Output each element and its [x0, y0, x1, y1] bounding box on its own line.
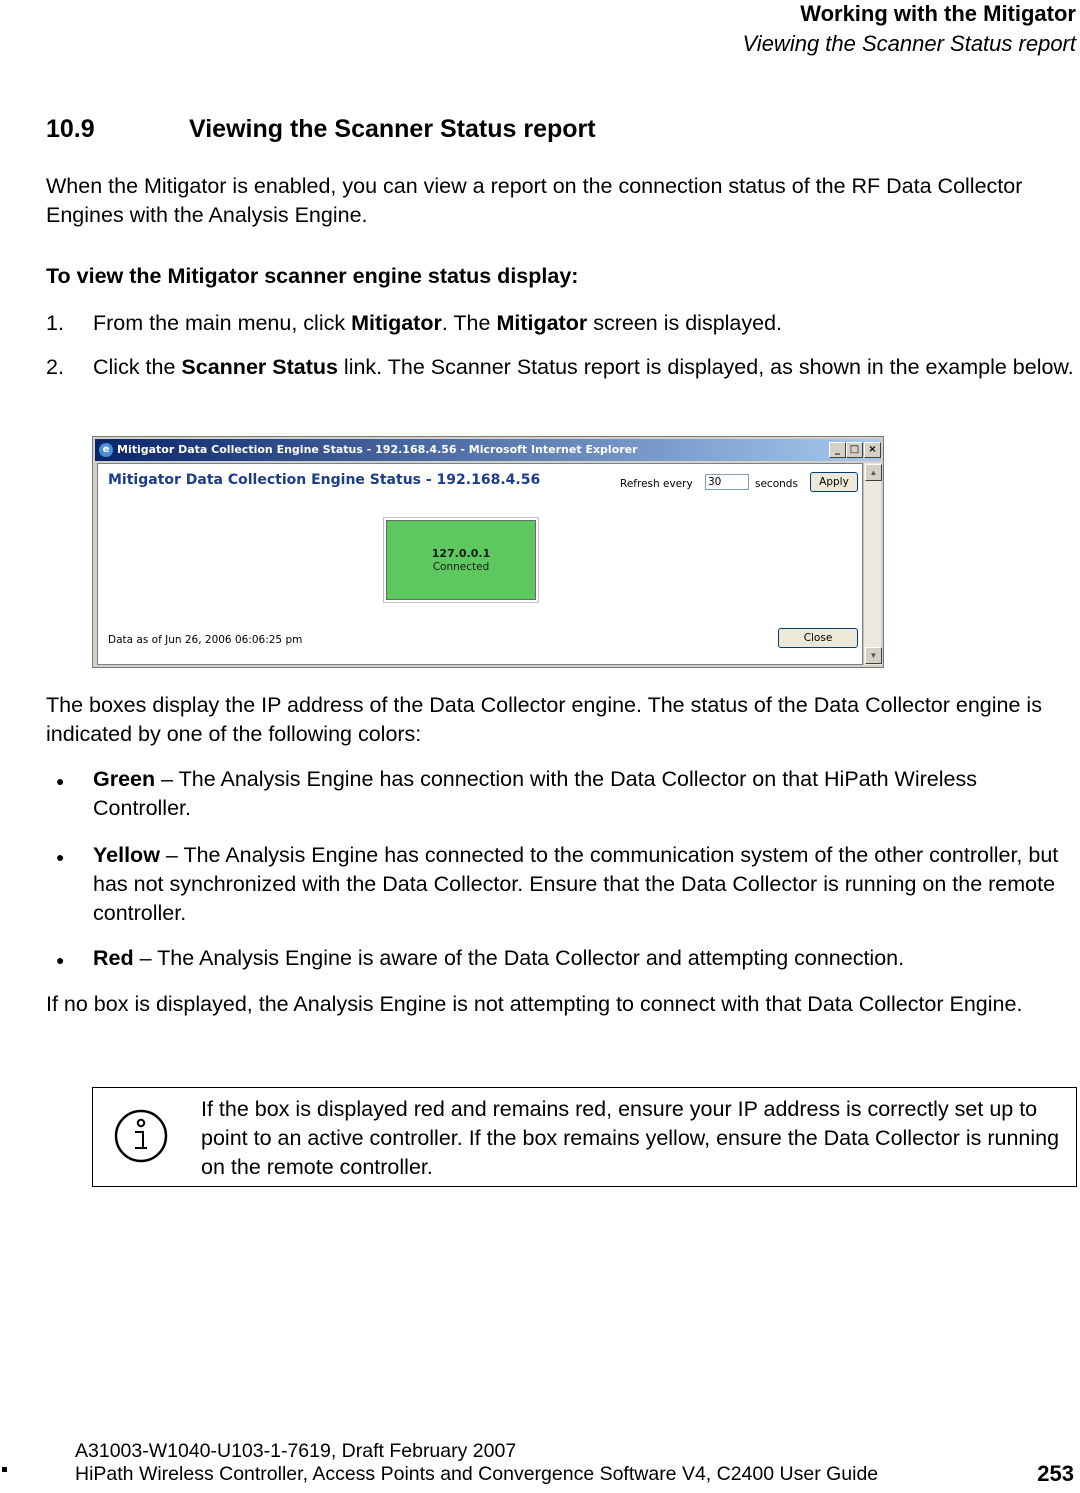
bullet-text: [93, 765, 1078, 823]
bullet-term: Green: [93, 767, 156, 791]
bullet-description: – The Analysis Engine is aware of the Data Collector and attempting connection.: [133, 946, 905, 970]
minimize-icon[interactable]: _: [829, 442, 846, 458]
section-number: 10.9: [46, 115, 95, 143]
refresh-label: Refresh every: [620, 478, 693, 490]
note-text: If the box is displayed red and remains red, ensure your IP address is correctly set up to point to an active controller. If the box remains yellow, ensure the Data Collector is running on the remote controller.: [201, 1097, 1060, 1179]
bullet-term: Red: [93, 946, 134, 970]
apply-button[interactable]: Apply: [810, 472, 858, 492]
report-content: [97, 463, 863, 665]
page-number: 253: [1037, 1461, 1074, 1486]
colors-paragraph: The boxes display the IP address of the Data Collector engine. The status of the Data Collector engine is indicated by one of the following colors:: [46, 693, 1042, 746]
note-box: [92, 1087, 1077, 1187]
bullet-icon: ●: [56, 952, 65, 968]
bullet-description: – The Analysis Engine has connection with the Data Collector on that HiPath Wireless Controller.: [93, 767, 977, 820]
section-title: Viewing the Scanner Status report: [189, 115, 596, 143]
step-text-part: From the main menu, click: [93, 311, 352, 335]
step-ui-term: Scanner Status: [181, 355, 338, 379]
refresh-interval-input[interactable]: 30: [705, 474, 749, 490]
report-title: Mitigator Data Collection Engine Status - 192.168.4.56: [108, 472, 541, 488]
engine-ip: 127.0.0.1: [431, 547, 491, 560]
close-icon[interactable]: ×: [864, 442, 881, 458]
seconds-label: seconds: [755, 478, 798, 490]
window-titlebar: [95, 439, 881, 461]
footer-document-id: A31003-W1040-U103-1-7619, Draft February 2007: [75, 1440, 517, 1462]
bullet-text: [93, 841, 1078, 928]
scroll-up-icon[interactable]: ▲: [865, 464, 882, 481]
bullet-icon: ●: [56, 773, 65, 789]
step-text: [93, 353, 1078, 382]
step-text-part: link. The Scanner Status report is displayed, as shown in the example below.: [337, 355, 1074, 379]
step-text: [93, 309, 1078, 338]
step-text-part: . The: [441, 311, 497, 335]
vertical-scrollbar[interactable]: [863, 463, 881, 665]
step-number: 1.: [46, 311, 64, 335]
window-title: Mitigator Data Collection Engine Status - 192.168.4.56 - Microsoft Internet Explorer: [117, 443, 638, 456]
bullet-term: Yellow: [93, 843, 160, 867]
close-button[interactable]: Close: [778, 628, 858, 648]
footer-marker: [2, 1467, 7, 1472]
procedure-heading: To view the Mitigator scanner engine status display:: [46, 264, 579, 288]
engine-status: Connected: [432, 561, 490, 573]
running-header-chapter: Working with the Mitigator: [800, 1, 1076, 26]
maximize-icon[interactable]: □: [846, 442, 863, 458]
step-text-part: Click the: [93, 355, 182, 379]
bullet-description: – The Analysis Engine has connected to the communication system of the other controller, but has not synchronized with the Data Collector. Ensure that the Data Collector is running on the remote controller.: [93, 843, 1059, 925]
engine-status-box: [386, 520, 536, 600]
data-timestamp: Data as of Jun 26, 2006 06:06:25 pm: [108, 634, 303, 646]
browser-icon: e: [99, 443, 113, 457]
info-icon: [113, 1108, 169, 1164]
status-report-window: [92, 436, 884, 668]
bullet-icon: ●: [56, 849, 65, 865]
intro-paragraph: When the Mitigator is enabled, you can view a report on the connection status of the RF Data Collector Engines with the Analysis Engine.: [46, 174, 1023, 227]
footer-guide-title: HiPath Wireless Controller, Access Points and Convergence Software V4, C2400 User Guide: [75, 1463, 879, 1485]
step-ui-term: Mitigator: [351, 311, 442, 335]
running-header-section: Viewing the Scanner Status report: [742, 31, 1076, 56]
step-text-part: screen is displayed.: [587, 311, 783, 335]
step-number: 2.: [46, 355, 64, 379]
bullet-text: [93, 944, 1078, 973]
no-box-paragraph: If no box is displayed, the Analysis Engine is not attempting to connect with that Data Collector Engine.: [46, 992, 1023, 1016]
step-ui-term: Mitigator: [496, 311, 588, 335]
scroll-down-icon[interactable]: ▼: [865, 647, 882, 664]
